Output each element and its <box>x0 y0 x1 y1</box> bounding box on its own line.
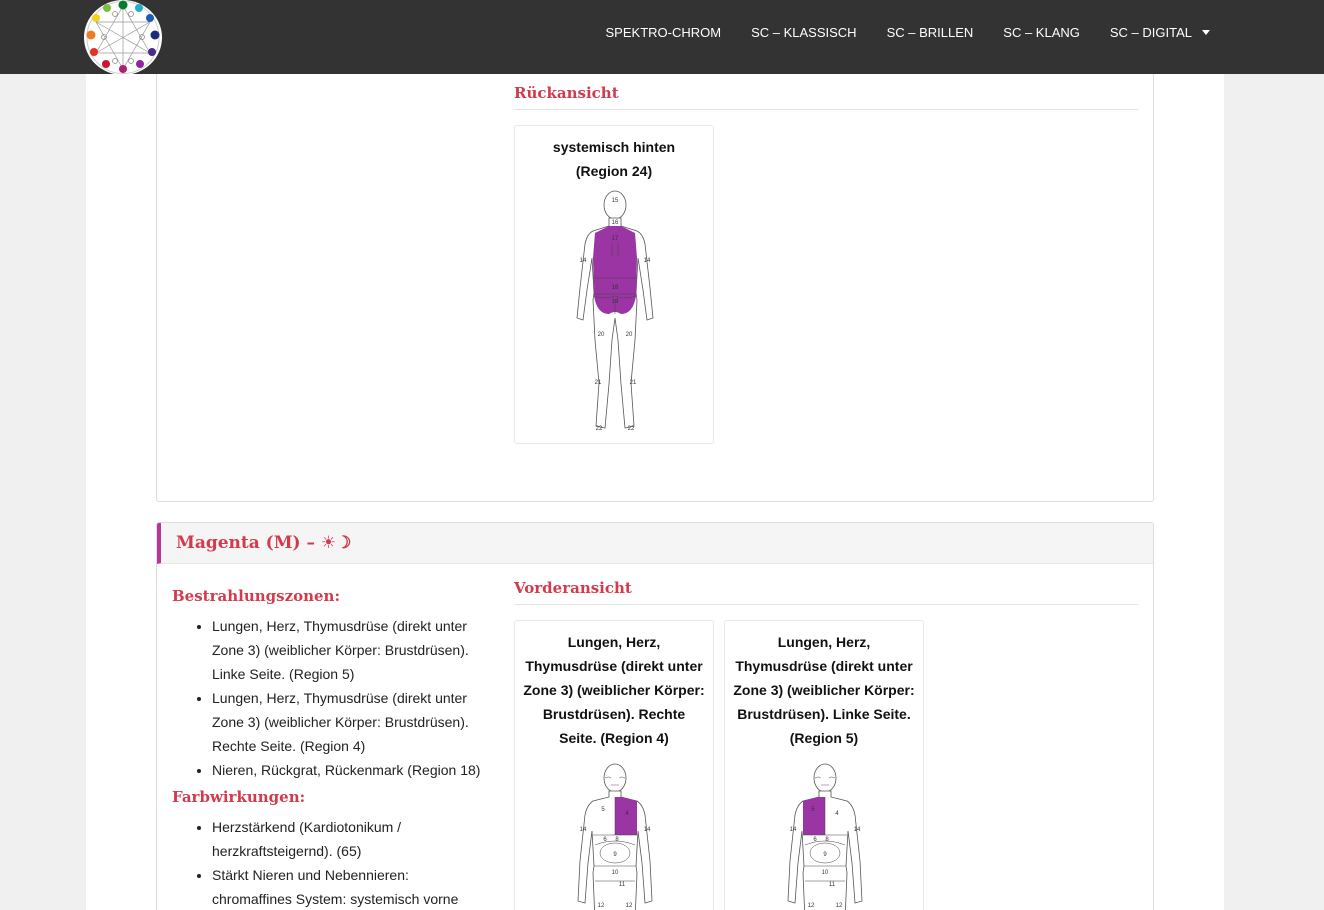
panel-title-magenta: Magenta (M) – ☀☽ <box>176 533 352 553</box>
section-title-rueckansicht: Rückansicht <box>514 84 619 102</box>
zone-label: 5 <box>811 807 815 813</box>
region-card-caption: Lungen, Herz, Thymusdrüse (direkt unter Zone 3) (weiblicher Körper: Brustdrüsen). Rechte Seite. (Region 4) <box>523 634 705 746</box>
zone-label: 14 <box>643 827 651 833</box>
panel-heading <box>157 523 1153 564</box>
nav-item-sc-brillen[interactable]: SC – BRILLEN <box>886 24 974 40</box>
zone-label: 8 <box>825 837 829 843</box>
zone-label: 5 <box>601 807 605 813</box>
zone-label: 15 <box>611 198 619 204</box>
heading-bestrahlungszonen: Bestrahlungszonen: <box>172 587 340 605</box>
zone-label: 18 <box>611 285 619 291</box>
list-item: • Nieren, Rückgrat, Rückenmark (Region 18) <box>212 758 492 782</box>
zone-label: 9 <box>613 852 617 858</box>
region-card-caption: systemisch hinten (Region 24) <box>552 139 676 179</box>
body-front-figure <box>775 761 875 910</box>
zone-label: 10 <box>821 870 829 876</box>
zone-label: 21 <box>594 380 602 386</box>
zone-label: 9 <box>823 852 827 858</box>
main-content <box>86 74 1224 910</box>
zone-label: 14 <box>579 258 587 264</box>
region-card-caption: Lungen, Herz, Thymusdrüse (direkt unter Zone 3) (weiblicher Körper: Brustdrüsen). Linke Seite. (Region 5) <box>733 634 915 746</box>
panel-previous-color <box>156 72 1154 502</box>
list-item: • Lungen, Herz, Thymusdrüse (direkt unter Zone 3) (weiblicher Körper: Brustdrüsen). Rechte Seite. (Region 4) <box>212 686 492 758</box>
list-farbwirkungen <box>172 815 492 910</box>
zone-label: 11 <box>618 882 626 888</box>
zone-label: 12 <box>835 903 843 909</box>
list-bestrahlungszonen <box>172 614 492 782</box>
nav-item-sc-digital-label: SC – DIGITAL <box>1109 24 1192 40</box>
color-wheel-logo[interactable] <box>84 0 162 75</box>
zone-label: 12 <box>597 903 605 909</box>
zone-label: 20 <box>597 332 605 338</box>
region-card-back[interactable] <box>514 125 714 444</box>
zone-label: 22 <box>595 426 603 432</box>
nav-item-sc-klang[interactable]: SC – KLANG <box>1003 24 1080 40</box>
caret-down-icon <box>1202 30 1210 35</box>
list-item: • Herzstärkend (Kardiotonikum / herzkraftsteigernd). (65) <box>212 815 492 863</box>
zone-label: 12 <box>625 903 633 909</box>
section-title-vorderansicht: Vorderansicht <box>514 579 632 597</box>
nav-item-sc-digital[interactable] <box>1110 25 1210 40</box>
zone-label: 17 <box>611 236 619 242</box>
region-card-5[interactable] <box>724 620 924 910</box>
zone-label: 4 <box>625 811 629 817</box>
zone-label: 19 <box>611 299 619 305</box>
zone-label: 14 <box>789 827 797 833</box>
zone-label: 20 <box>625 332 633 338</box>
zone-label: 8 <box>615 837 619 843</box>
body-front-figure <box>565 761 665 910</box>
list-item: • Stärkt Nieren und Nebennieren: chromaffines System: systemisch vorne <box>212 863 492 910</box>
panel-magenta <box>156 522 1154 910</box>
section-divider <box>514 109 1138 110</box>
navbar <box>0 0 1324 74</box>
zone-label: 14 <box>853 827 861 833</box>
zone-label: 14 <box>643 258 651 264</box>
section-divider <box>514 604 1138 605</box>
body-back-figure <box>565 188 665 438</box>
zone-label: 21 <box>629 380 637 386</box>
nav-item-spektro-chrom[interactable]: SPEKTRO-CHROM <box>605 24 722 40</box>
zone-label: 22 <box>627 426 635 432</box>
list-item: • Lungen, Herz, Thymusdrüse (direkt unter Zone 3) (weiblicher Körper: Brustdrüsen). Linke Seite. (Region 5) <box>212 614 492 686</box>
main-nav <box>576 0 1324 64</box>
zone-label: 10 <box>611 870 619 876</box>
zone-label: 11 <box>828 882 836 888</box>
zone-label: 6 <box>603 837 607 843</box>
zone-label: 14 <box>579 827 587 833</box>
region-card-4[interactable] <box>514 620 714 910</box>
nav-item-sc-klassisch[interactable]: SC – KLASSISCH <box>751 24 857 40</box>
zone-label: 4 <box>835 811 839 817</box>
heading-farbwirkungen: Farbwirkungen: <box>172 788 306 806</box>
left-column <box>172 587 492 910</box>
zone-label: 6 <box>813 837 817 843</box>
zone-label: 16 <box>611 220 619 226</box>
zone-label: 12 <box>807 903 815 909</box>
